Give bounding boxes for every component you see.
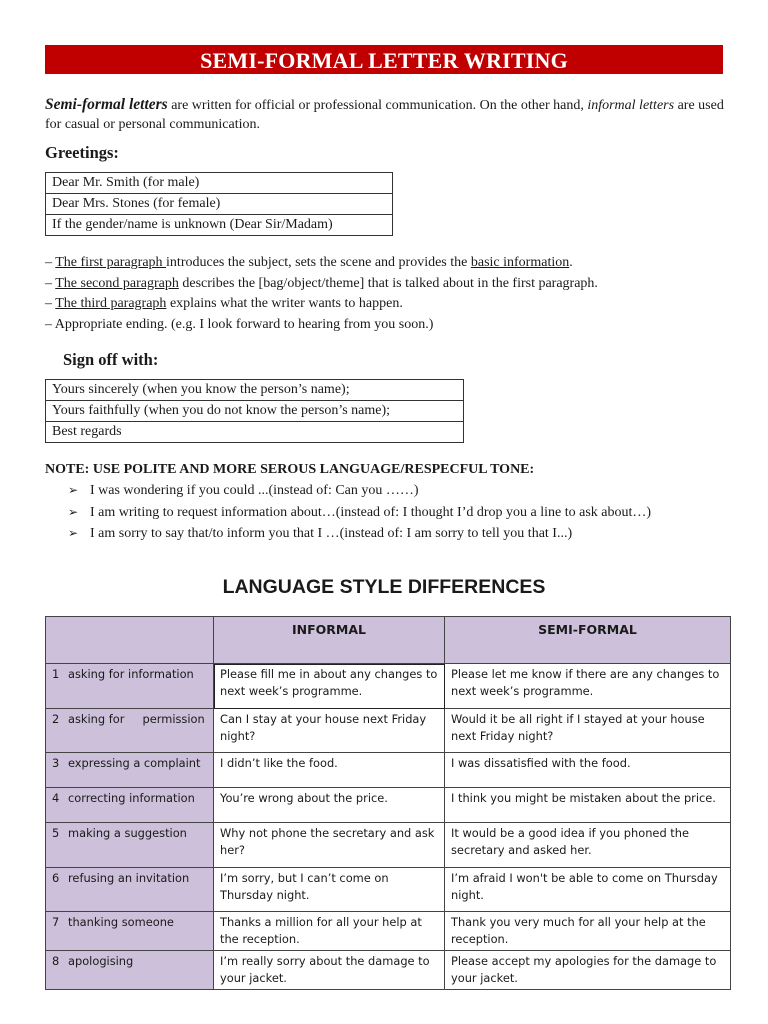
category-cell: [46, 753, 214, 788]
category-label: apologising: [68, 954, 134, 968]
category-label: thanking someone: [68, 915, 174, 929]
semiformal-cell: Please accept my apologies for the damage to your jacket.: [445, 951, 731, 990]
header-informal: INFORMAL: [214, 617, 445, 664]
informal-cell: I’m really sorry about the damage to your jacket.: [214, 951, 445, 990]
note-text: I am sorry to say that/to inform you that I …(instead of: I am sorry to tell you that I...): [90, 526, 573, 541]
category-label: refusing an invitation: [68, 871, 190, 885]
table-row: [46, 664, 731, 709]
table-row: [46, 951, 731, 990]
differences-table: [45, 616, 731, 990]
row-number: 7: [52, 915, 60, 929]
arrow-bullet-icon: ➢: [68, 483, 79, 497]
table-row: [46, 215, 393, 236]
first-paragraph-label: The first paragraph: [55, 255, 167, 270]
header-semiformal: SEMI-FORMAL: [445, 617, 731, 664]
row-number: 2: [52, 712, 60, 726]
third-paragraph-label: The third paragraph: [55, 296, 167, 311]
row-number: 1: [52, 667, 60, 681]
semiformal-cell: I think you might be mistaken about the price.: [445, 788, 731, 823]
page-title: SEMI-FORMAL LETTER WRITING: [45, 45, 723, 74]
intro-lead: Semi-formal letters: [45, 96, 168, 113]
table-row: [46, 912, 731, 951]
table-row: [46, 823, 731, 868]
category-label: expressing a complaint: [68, 756, 201, 770]
differences-heading: LANGUAGE STYLE DIFFERENCES: [222, 576, 546, 598]
paragraph-text: explains what the writer wants to happen.: [166, 296, 403, 311]
second-paragraph-label: The second paragraph: [55, 275, 179, 291]
informal-cell: I didn’t like the food.: [214, 753, 445, 788]
paragraph-line-3: [45, 294, 745, 315]
semiformal-cell: I’m afraid I won't be able to come on Thursday night.: [445, 868, 731, 912]
dash: –: [45, 275, 56, 291]
paragraph-line-4: – Appropriate ending. (e.g. I look forward to hearing from you soon.): [45, 316, 434, 332]
table-row: [46, 868, 731, 912]
header-empty-cell: [46, 617, 214, 664]
greeting-cell: If the gender/name is unknown (Dear Sir/Madam): [46, 215, 393, 236]
row-number: 3: [52, 756, 60, 770]
category-cell: [46, 664, 214, 709]
signoff-heading: Sign off with:: [63, 350, 159, 369]
paragraph-guide: [45, 253, 745, 335]
paragraph-text: introduces the subject, sets the scene and provides the: [166, 255, 471, 270]
informal-cell: Can I stay at your house next Friday night?: [214, 709, 445, 753]
category-label: asking for information: [68, 667, 194, 681]
table-row: [46, 753, 731, 788]
paragraph-line-1: [45, 253, 745, 274]
note-list: [68, 480, 651, 545]
category-cell: [46, 951, 214, 990]
signoff-table: [45, 379, 464, 443]
dash: –: [45, 296, 56, 311]
category-cell: [46, 788, 214, 823]
paragraph-line-2: [45, 274, 745, 295]
list-item: [68, 502, 651, 524]
category-cell: [46, 823, 214, 868]
row-number: 4: [52, 791, 60, 805]
semiformal-cell: I was dissatisfied with the food.: [445, 753, 731, 788]
basic-information-label: basic information: [470, 255, 570, 270]
informal-cell[interactable]: Please fill me in about any changes to next week’s programme.: [214, 664, 445, 709]
greetings-table: [45, 172, 393, 236]
category-cell: [46, 868, 214, 912]
semiformal-cell: Would it be all right if I stayed at your house next Friday night?: [445, 709, 731, 753]
informal-cell: You’re wrong about the price.: [214, 788, 445, 823]
informal-cell: Why not phone the secretary and ask her?: [214, 823, 445, 868]
informal-cell: I’m sorry, but I can’t come on Thursday night.: [214, 868, 445, 912]
intro-paragraph: [45, 95, 725, 134]
table-row: [46, 380, 464, 401]
category-cell: [46, 709, 214, 753]
table-row: [46, 788, 731, 823]
paragraph-text: describes the [bag/object/theme] that is talked about in the first paragraph.: [178, 275, 598, 291]
category-label: making a suggestion: [68, 826, 187, 840]
table-row: [46, 709, 731, 753]
row-number: 6: [52, 871, 60, 885]
intro-text-1: are written for official or professional communication. On the other hand,: [167, 98, 588, 113]
table-row: [46, 422, 464, 443]
note-text: I am writing to request information about…(instead of: I thought I’d drop you a line to ask about…): [90, 504, 652, 520]
greetings-heading: Greetings:: [45, 143, 119, 162]
semiformal-cell: Thank you very much for all your help at the reception.: [445, 912, 731, 951]
note-heading: NOTE: USE POLITE AND MORE SEROUS LANGUAGE/RESPECFUL TONE:: [45, 462, 535, 477]
greeting-cell: Dear Mrs. Stones (for female): [46, 194, 393, 215]
note-text: I was wondering if you could ...(instead of: Can you ……): [90, 483, 419, 498]
greeting-cell: Dear Mr. Smith (for male): [46, 173, 393, 194]
table-row: [46, 194, 393, 215]
list-item: [68, 480, 651, 502]
signoff-cell: Yours faithfully (when you do not know the person’s name);: [46, 401, 464, 422]
semiformal-cell: Please let me know if there are any changes to next week’s programme.: [445, 664, 731, 709]
table-row: [46, 173, 393, 194]
list-item: [68, 523, 651, 545]
period: .: [569, 255, 573, 270]
signoff-cell: Best regards: [46, 422, 464, 443]
table-header-row: [46, 617, 731, 664]
category-label: correcting information: [68, 791, 195, 805]
table-row: [46, 401, 464, 422]
row-number: 5: [52, 826, 60, 840]
intro-text-2: are used for casual or personal communication.: [45, 98, 724, 132]
informal-cell: Thanks a million for all your help at the reception.: [214, 912, 445, 951]
category-cell: [46, 912, 214, 951]
dash: –: [45, 255, 56, 270]
arrow-bullet-icon: ➢: [68, 526, 79, 540]
arrow-bullet-icon: ➢: [68, 504, 79, 519]
signoff-cell: Yours sincerely (when you know the person’s name);: [46, 380, 464, 401]
category-label: asking for permission: [68, 712, 205, 726]
semiformal-cell: It would be a good idea if you phoned the secretary and asked her.: [445, 823, 731, 868]
row-number: 8: [52, 954, 60, 968]
intro-italic: informal letters: [587, 98, 675, 113]
